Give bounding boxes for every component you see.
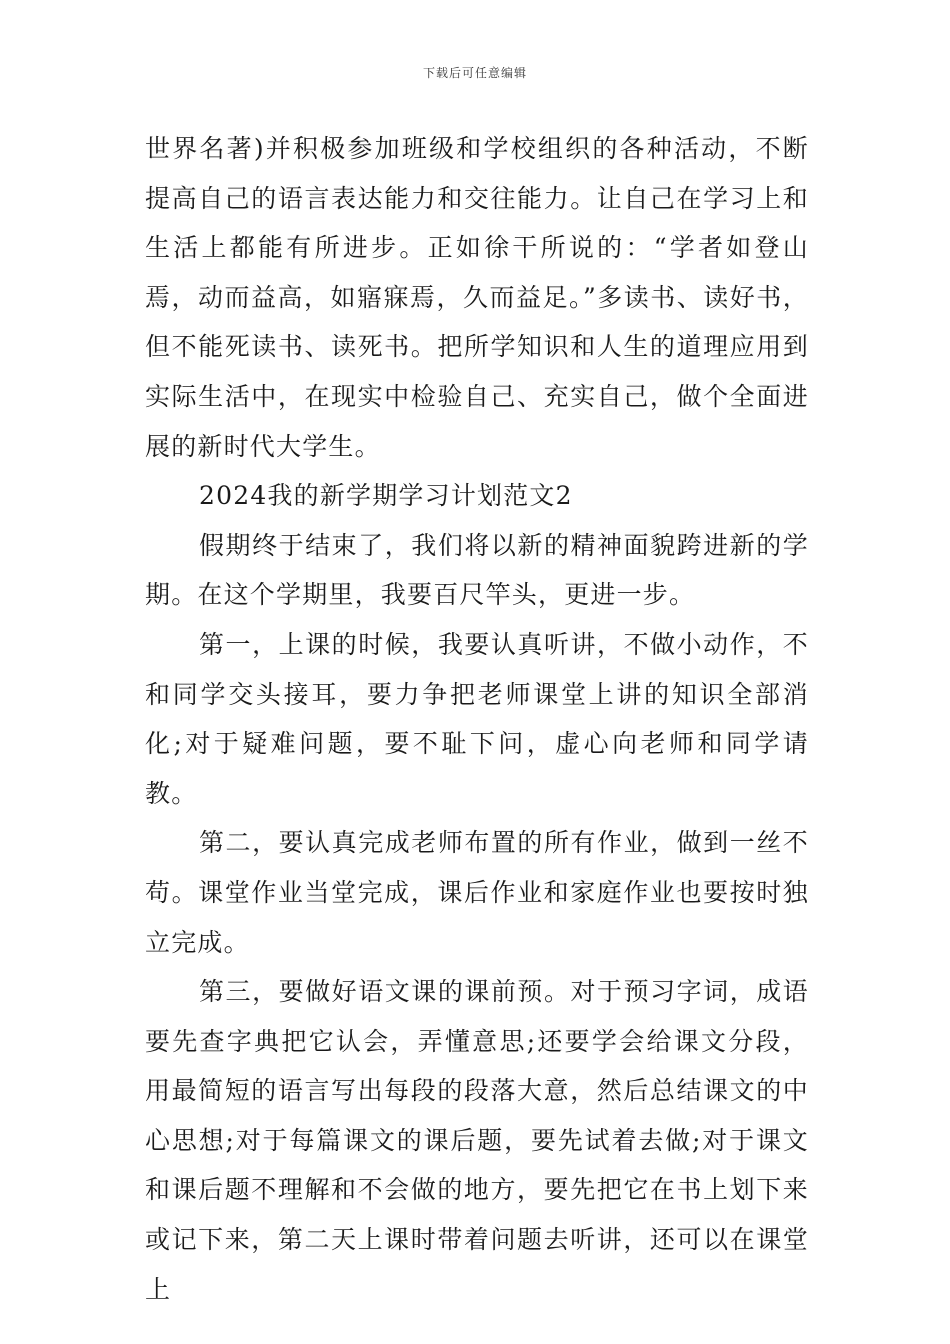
page-header: 下载后可任意编辑 [422,66,527,80]
paragraph-continuation: 世界名著)并积极参加班级和学校组织的各种活动，不断提高自己的语言表达能力和交往能力。让自己在学习上和生活上都能有所进步。正如徐干所说的：“学者如登山焉，动而益高，如寤寐焉，久而益足。”多读书、读好书，但不能死读书、读死书。把所学知识和人生的道理应用到实际生活中，在现实中检验自己、充实自己，做个全面进展的新时代大学生。 [145,134,809,461]
paragraph-intro: 假期终于结束了，我们将以新的精神面貌跨进新的学期。在这个学期里，我要百尺竿头，更进一步。 [145,530,809,610]
paragraph-point-two: 第二，要认真完成老师布置的所有作业，做到一丝不苟。课堂作业当堂完成，课后作业和家庭作业也要按时独立完成。 [145,828,809,957]
section-heading: 2024我的新学期学习计划范文2 [199,481,573,511]
paragraph-point-three: 第三，要做好语文课的课前预。对于预习字词，成语要先查字典把它认会，弄懂意思;还要学会给课文分段，用最简短的语言写出每段的段落大意，然后总结课文的中心思想;对于每篇课文的课后题，要先试着去做;对于课文和课后题不理解和不会做的地方，要先把它在书上划下来或记下来，第二天上课时带着问题去听讲，还可以在课堂上 [145,977,809,1304]
document-body [145,124,809,1314]
paragraph-point-one: 第一，上课的时候，我要认真听讲，不做小动作，不和同学交头接耳，要力争把老师课堂上讲的知识全部消化;对于疑难问题，要不耻下问，虚心向老师和同学请教。 [145,629,809,808]
